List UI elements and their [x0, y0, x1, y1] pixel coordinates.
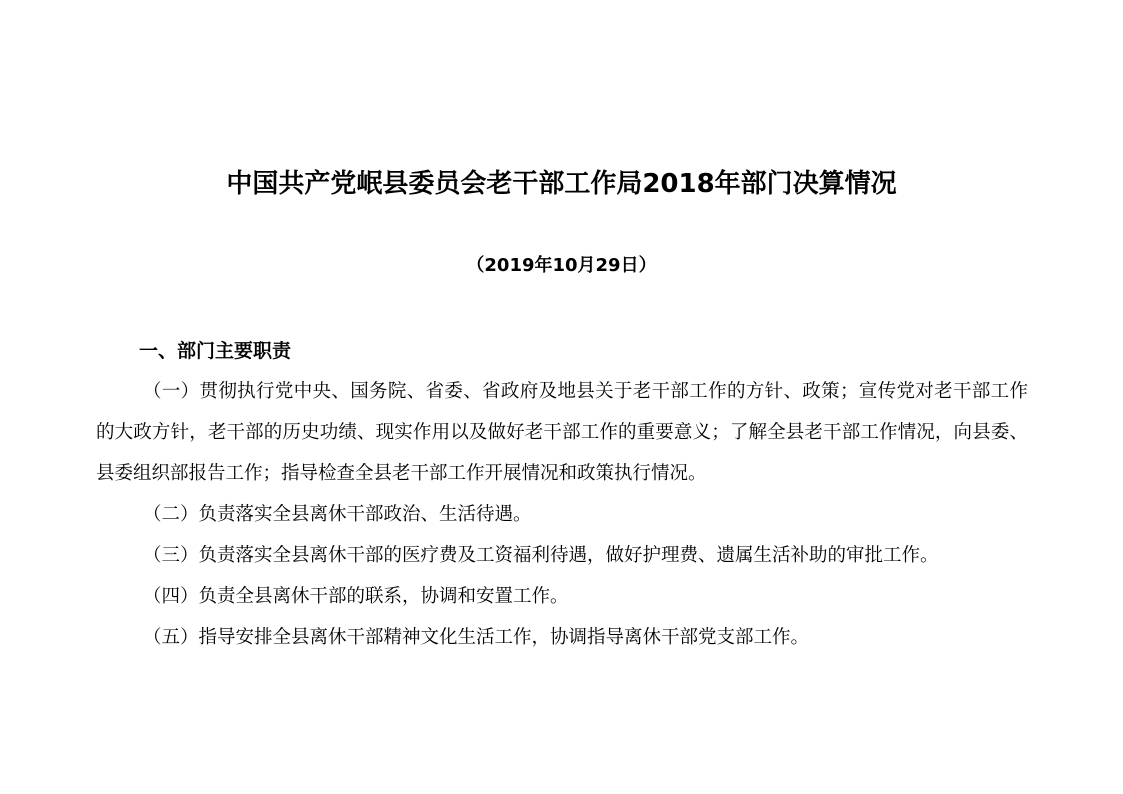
- section-heading-duties: 一、部门主要职责: [139, 340, 292, 362]
- duty-paragraph-3: （三）负责落实全县离休干部的医疗费及工资福利待遇，做好护理费、遗属生活补助的审批工作。: [143, 545, 939, 566]
- duty-paragraph-5: （五）指导安排全县离休干部精神文化生活工作，协调指导离休干部党支部工作。: [143, 627, 810, 648]
- duty-paragraph-2: （二）负责落实全县离休干部政治、生活待遇。: [143, 504, 532, 525]
- duty-paragraph-4: （四）负责全县离休干部的联系，协调和安置工作。: [143, 586, 569, 607]
- document-date: （2019年10月29日）: [466, 255, 657, 276]
- section-body-duties: [96, 371, 1028, 658]
- document-title: 中国共产党岷县委员会老干部工作局2018年部门决算情况: [226, 169, 897, 199]
- duty-paragraph-1: （一）贯彻执行党中央、国务院、省委、省政府及地县关于老干部工作的方针、政策；宣传党对老干部工作的大政方针，老干部的历史功绩、现实作用以及做好老干部工作的重要意义；了解全县老干部工作情况，向县委、县委组织部报告工作；指导检查全县老干部工作开展情况和政策执行情况。: [96, 381, 1028, 484]
